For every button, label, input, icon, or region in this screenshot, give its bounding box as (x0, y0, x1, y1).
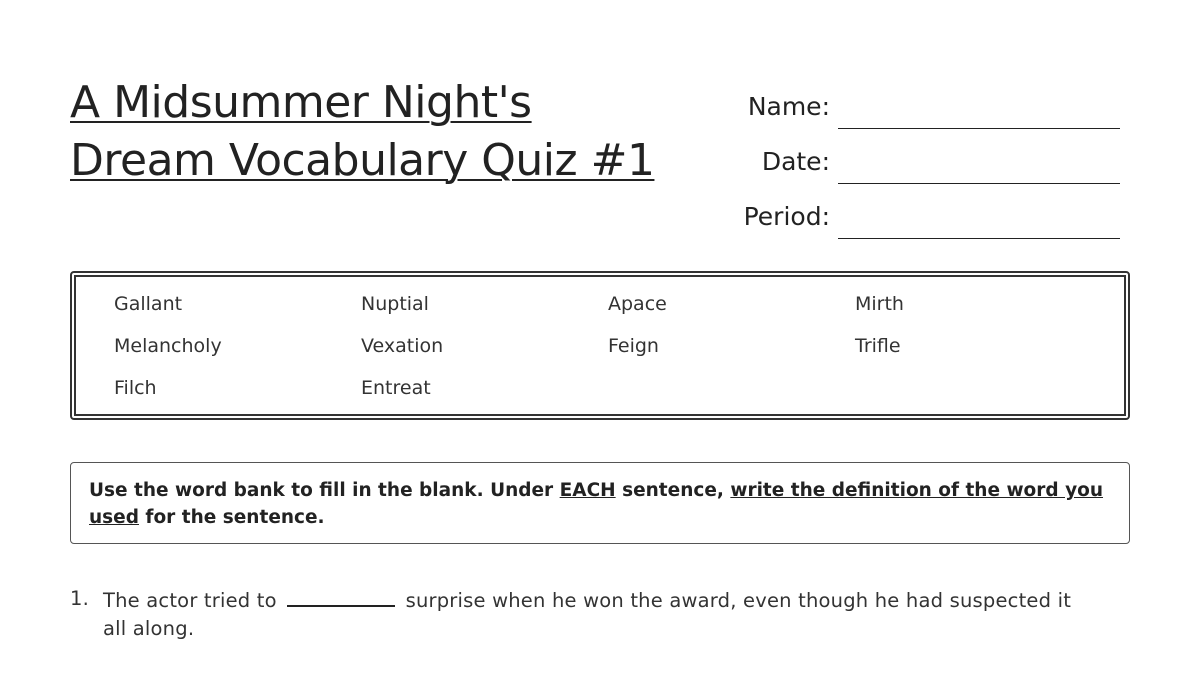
period-row (700, 184, 1130, 239)
instructions-text-2: sentence, (615, 480, 731, 501)
quiz-title (70, 74, 690, 190)
date-label: Date: (761, 147, 830, 176)
question-number: 1. (70, 587, 90, 610)
word-bank-item: Feign (608, 335, 659, 357)
title-line-1: A Midsummer Night's (70, 77, 532, 128)
word-bank-item: Gallant (114, 293, 183, 315)
word-bank-item: Entreat (361, 377, 431, 399)
word-bank-item: Apace (608, 293, 667, 315)
date-field[interactable] (838, 143, 1120, 184)
word-bank-grid (114, 291, 1124, 417)
word-bank-item: Vexation (361, 335, 444, 357)
title-line-2: Dream Vocabulary Quiz #1 (70, 135, 655, 186)
period-label: Period: (743, 202, 830, 231)
question-text (103, 585, 1100, 643)
word-bank-item: Filch (114, 377, 157, 399)
name-field[interactable] (838, 88, 1120, 129)
question-1 (70, 585, 1100, 643)
instructions-text-3: for the sentence. (138, 507, 325, 528)
question-before-blank: The actor tried to (103, 589, 277, 612)
word-bank-item: Nuptial (361, 293, 429, 315)
name-label: Name: (747, 92, 830, 121)
instructions-text-1: Use the word bank to fill in the blank. Under (89, 480, 560, 501)
word-bank-item: Trifle (855, 335, 901, 357)
word-bank (70, 271, 1130, 420)
instructions-underlined: write the definition of the word you used (89, 480, 1104, 528)
instructions-box (70, 462, 1130, 544)
word-bank-item: Mirth (855, 293, 904, 315)
word-bank-item: Melancholy (114, 335, 222, 357)
question-after-blank: surprise when he won the award, even though he had suspected it all along. (103, 589, 1072, 640)
period-field[interactable] (838, 198, 1120, 239)
instructions-each: EACH (559, 480, 616, 501)
name-row (700, 74, 1130, 129)
date-row (700, 129, 1130, 184)
student-info-fields (700, 74, 1130, 239)
answer-blank[interactable] (287, 585, 395, 607)
